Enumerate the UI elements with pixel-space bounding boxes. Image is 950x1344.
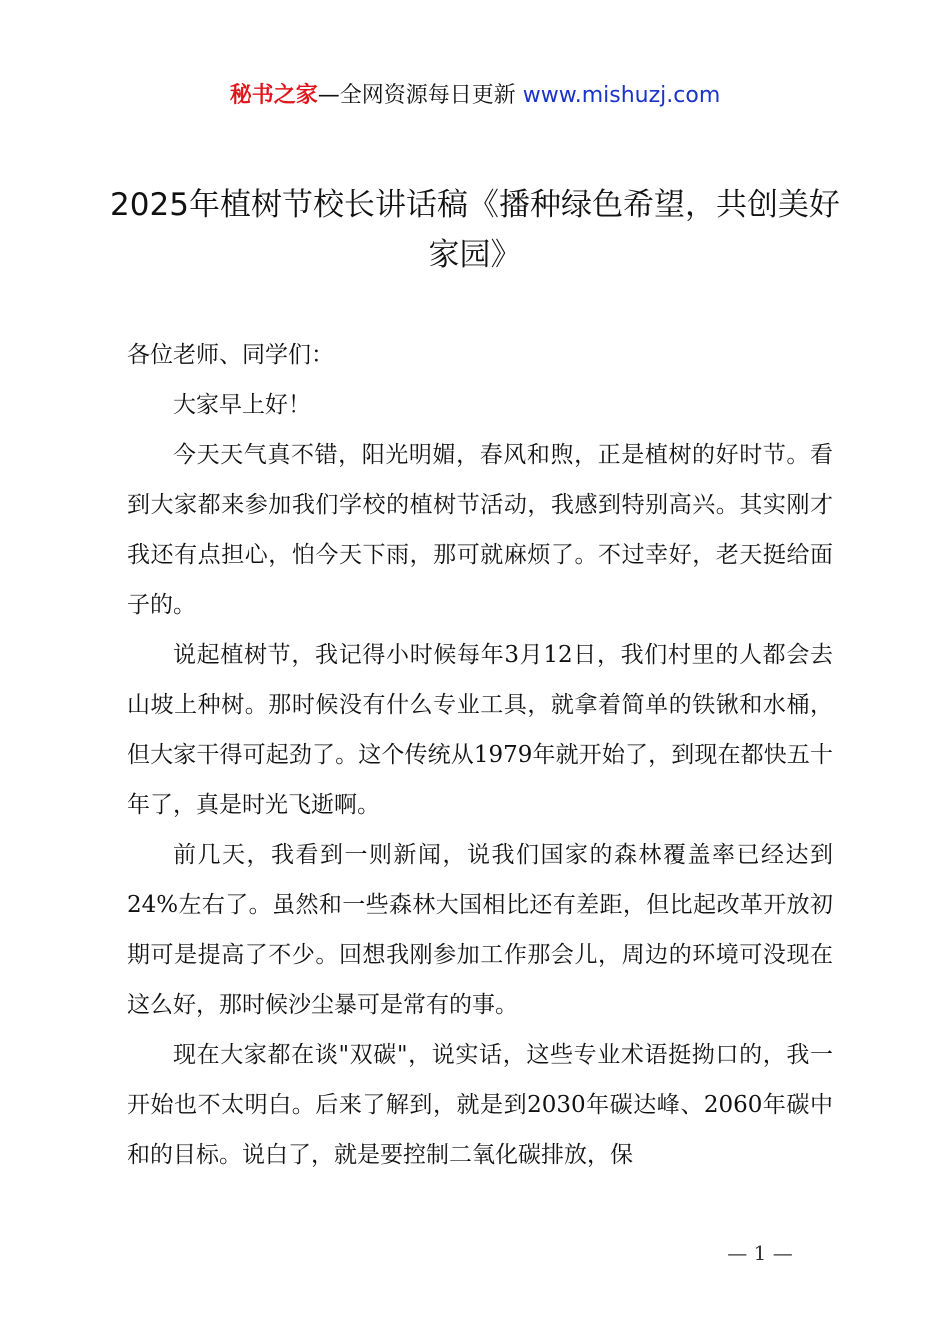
site-banner bbox=[0, 78, 950, 114]
paragraph-dual-carbon: 现在大家都在谈"双碳"，说实话，这些专业术语挺拗口的，我一开始也不太明白。后来了解到，就是到2030年碳达峰、2060年碳中和的目标。说白了，就是要控制二氧化碳排放，保 bbox=[127, 1042, 833, 1168]
paragraph-greeting: 大家早上好！ bbox=[173, 392, 311, 418]
page-number: — 1 — bbox=[727, 1241, 793, 1265]
document-title: 2025年植树节校长讲话稿《播种绿色希望，共创美好家园》 bbox=[110, 187, 840, 273]
site-url-link[interactable]: www.mishuzj.com bbox=[522, 83, 721, 108]
document-body bbox=[127, 330, 833, 1180]
paragraph-weather: 今天天气真不错，阳光明媚，春风和煦，正是植树的好时节。看到大家都来参加我们学校的植树节活动，我感到特别高兴。其实刚才我还有点担心，怕今天下雨，那可就麻烦了。不过幸好，老天挺给面子的。 bbox=[127, 442, 833, 618]
site-tagline: —全网资源每日更新 bbox=[317, 83, 523, 108]
paragraph-arbor-day-memory: 说起植树节，我记得小时候每年3月12日，我们村里的人都会去山坡上种树。那时候没有什么专业工具，就拿着简单的铁锹和水桶，但大家干得可起劲了。这个传统从1979年就开始了，到现在都快五十年了，真是时光飞逝啊。 bbox=[127, 642, 833, 818]
salutation: 各位老师、同学们： bbox=[127, 342, 334, 368]
paragraph-forest-coverage: 前几天，我看到一则新闻，说我们国家的森林覆盖率已经达到24%左右了。虽然和一些森林大国相比还有差距，但比起改革开放初期可是提高了不少。回想我刚参加工作那会儿，周边的环境可没现在这么好，那时候沙尘暴可是常有的事。 bbox=[127, 842, 833, 1018]
site-brand: 秘书之家 bbox=[229, 83, 318, 108]
